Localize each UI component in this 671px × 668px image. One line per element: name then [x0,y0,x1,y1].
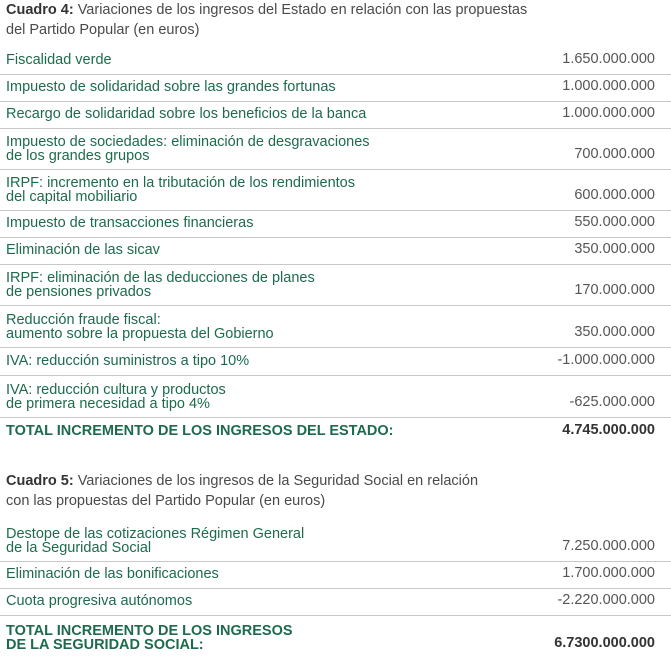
row-value: 1.000.000.000 [562,78,655,94]
row-label: IVA: reducción suministros a tipo 10% [6,353,250,369]
row-value: 550.000.000 [574,214,655,230]
table-row [0,589,671,616]
row-label: Impuesto de sociedades: eliminación de desgravaciones de los grandes grupos [6,134,370,164]
cuadro4-caption-title: Cuadro 4: [6,2,74,18]
row-label: Cuota progresiva autónomos [6,593,193,609]
total-label: TOTAL INCREMENTO DE LOS INGRESOS DE LA SEGURIDAD SOCIAL: [6,623,293,653]
row-label: Impuesto de transacciones financieras [6,215,254,231]
row-label: Reducción fraude fiscal: aumento sobre la propuesta del Gobierno [6,312,274,342]
cuadro5-caption-title: Cuadro 5: [6,473,74,489]
table-row [0,75,671,102]
row-label: IRPF: eliminación de las deducciones de planes de pensiones privados [6,270,315,300]
table-row [0,211,671,238]
row-label: Recargo de solidaridad sobre los beneficios de la banca [6,106,367,122]
table-row [0,129,671,170]
total-value: 6.7300.000.000 [554,635,655,651]
table-row [0,348,671,376]
row-value: 1.700.000.000 [562,565,655,581]
row-value: -625.000.000 [569,394,655,410]
cuadro4-caption-text: Variaciones de los ingresos del Estado en relación con las propuestas [73,2,528,18]
total-label: TOTAL INCREMENTO DE LOS INGRESOS DEL ESTADO: [6,423,394,439]
table-row [0,306,671,348]
row-label: Fiscalidad verde [6,52,112,68]
table-row [0,520,671,562]
row-value: -1.000.000.000 [557,352,655,368]
table-row [0,376,671,418]
table-row [0,238,671,265]
row-value: 350.000.000 [574,241,655,257]
row-value: 700.000.000 [574,146,655,162]
cuadro4-caption [6,0,646,40]
row-label: IVA: reducción cultura y productos de primera necesidad a tipo 4% [6,382,226,412]
row-value: 7.250.000.000 [562,538,655,554]
cuadro4-caption-text2: del Partido Popular (en euros) [6,22,200,38]
total-row [0,418,671,445]
table-row [0,170,671,211]
row-label: Impuesto de solidaridad sobre las grandes fortunas [6,79,336,95]
cuadro5-caption-text: Variaciones de los ingresos de la Seguridad Social en relación [73,473,479,489]
cuadro4-table [0,47,671,445]
row-value: 600.000.000 [574,187,655,203]
cuadro5-table [0,520,671,658]
cuadro5-caption-text2: con las propuestas del Partido Popular (en euros) [6,493,326,509]
table-row [0,102,671,129]
total-value: 4.745.000.000 [562,422,655,438]
row-label: Destope de las cotizaciones Régimen General de la Seguridad Social [6,526,305,556]
row-label: Eliminación de las bonificaciones [6,566,219,582]
row-label: Eliminación de las sicav [6,242,160,258]
table-row [0,265,671,306]
table-row [0,47,671,75]
row-value: -2.220.000.000 [557,592,655,608]
row-value: 1.650.000.000 [562,51,655,67]
row-label: IRPF: incremento en la tributación de los rendimientos del capital mobiliario [6,175,355,205]
table-row [0,562,671,589]
row-value: 1.000.000.000 [562,105,655,121]
total-row [0,616,671,658]
row-value: 170.000.000 [574,282,655,298]
cuadro5-caption [6,471,646,511]
row-value: 350.000.000 [574,324,655,340]
